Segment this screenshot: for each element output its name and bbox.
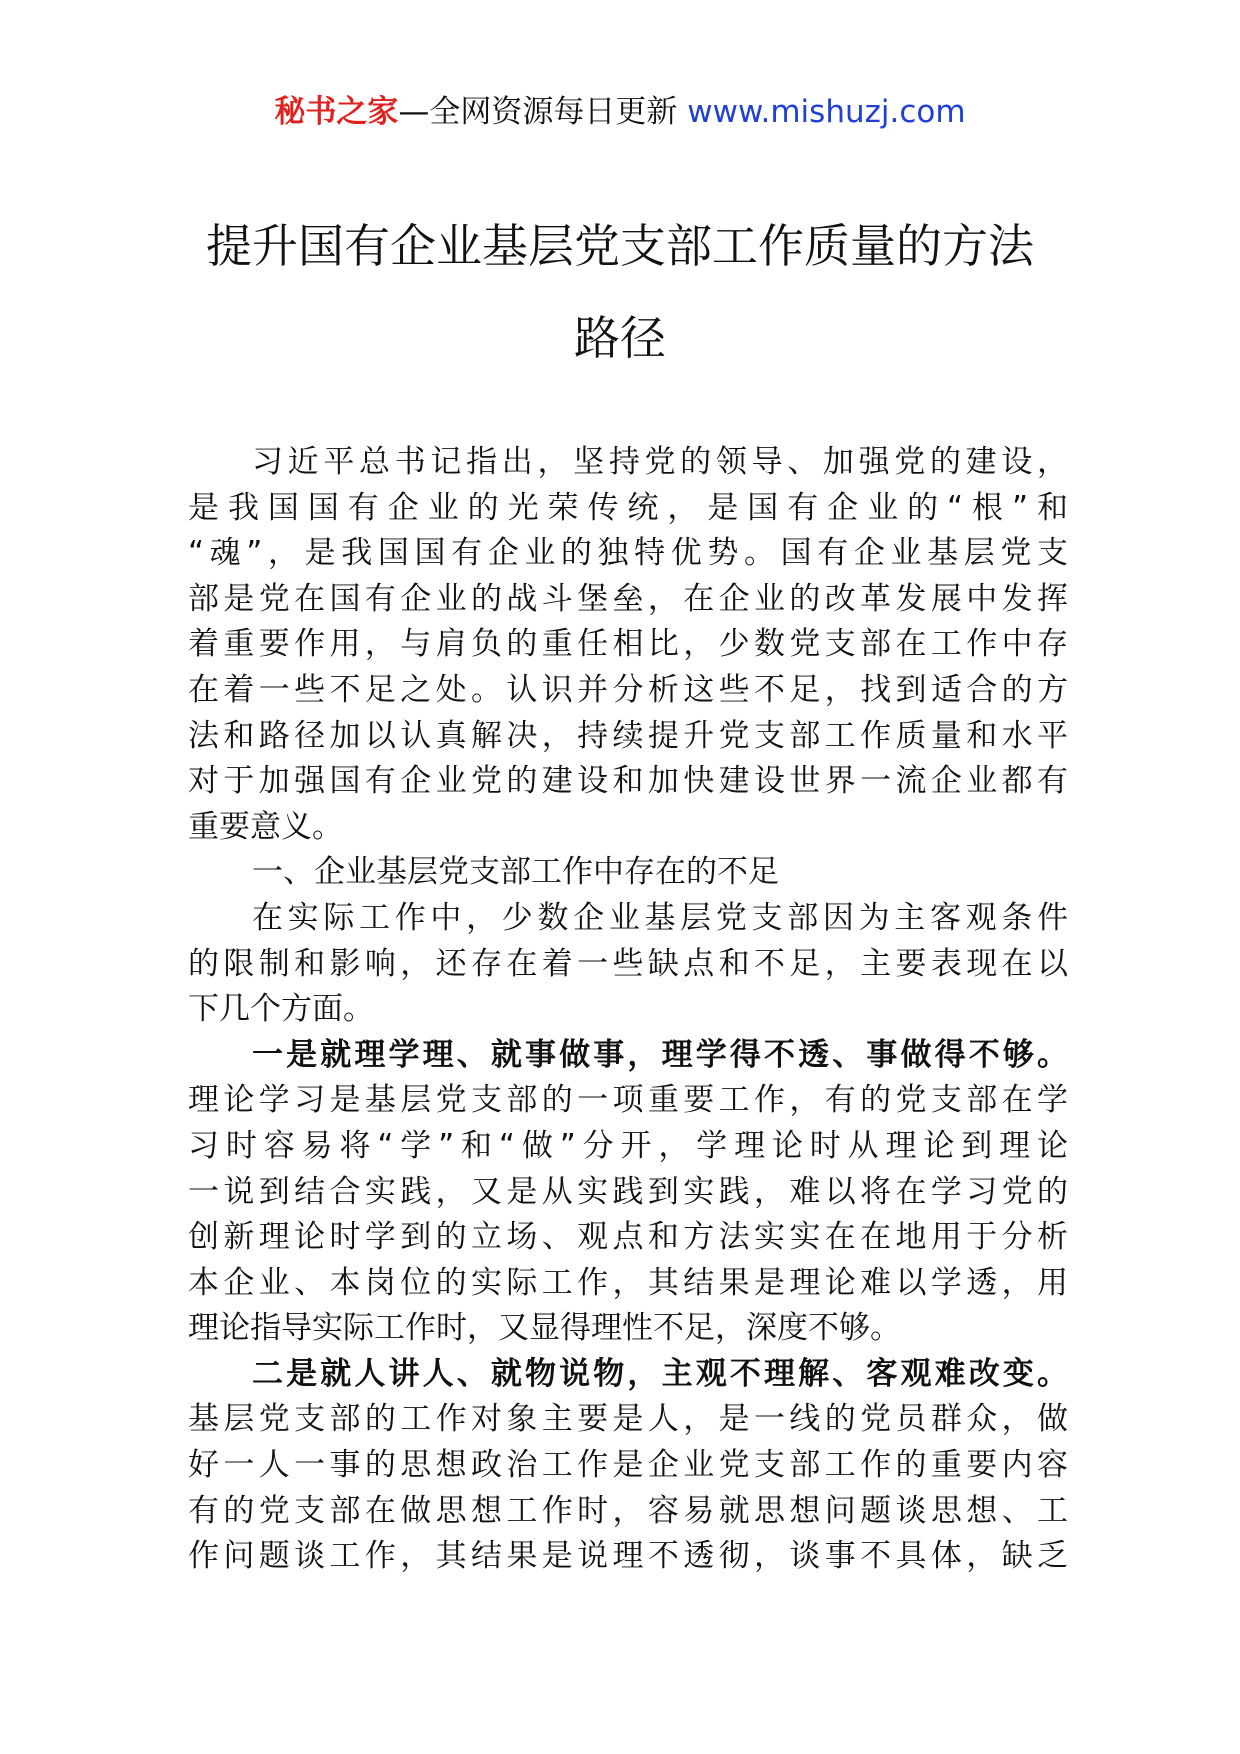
- brand-name: 秘书之家: [274, 94, 399, 130]
- site-header: [0, 92, 1240, 132]
- document-title: [150, 200, 1090, 384]
- body-line: 在实际工作中，少数企业基层党支部因为主客观条件: [252, 899, 1068, 936]
- body-line: 习近平总书记指出，坚持党的领导、加强党的建设，: [252, 444, 1068, 480]
- body-line: “魂”，是我国国有企业的独特优势。国有企业基层党支: [188, 535, 1068, 572]
- body-line: 着重要作用，与肩负的重任相比，少数党支部在工作中存: [188, 626, 1068, 663]
- title-line-2: 路径: [574, 311, 666, 365]
- body-line: 创新理论时学到的立场、观点和方法实实在在地用于分析: [188, 1219, 1068, 1256]
- body-line: 重要意义。: [188, 808, 343, 845]
- body-line: 是我国国有企业的光荣传统，是国有企业的“根”和: [188, 489, 1068, 526]
- body-line: 理论指导实际工作时，又显得理性不足，深度不够。: [188, 1310, 901, 1347]
- body-line: 作问题谈工作，其结果是说理不透彻，谈事不具体，缺乏: [188, 1538, 1068, 1575]
- body-line: 法和路径加以认真解决，持续提升党支部工作质量和水平: [188, 717, 1068, 754]
- body-line: 好一人一事的思想政治工作是企业党支部工作的重要内容: [188, 1447, 1068, 1484]
- body-line: 一说到结合实践，又是从实践到实践，难以将在学习党的: [188, 1173, 1068, 1210]
- body-line: 有的党支部在做思想工作时，容易就思想问题谈思想、工: [188, 1492, 1068, 1529]
- body-line: 一、企业基层党支部工作中存在的不足: [252, 854, 779, 891]
- document-body: [188, 440, 1068, 1580]
- title-line-1: 提升国有企业基层党支部工作质量的方法: [206, 219, 1034, 273]
- body-line: 下几个方面。: [188, 991, 374, 1028]
- body-line: 在着一些不足之处。认识并分析这些不足，找到适合的方: [188, 671, 1068, 708]
- body-line: 习时容易将“学”和“做”分开，学理论时从理论到理论: [188, 1127, 1068, 1164]
- header-tagline: —全网资源每日更新: [398, 94, 688, 130]
- body-line: 的限制和影响，还存在着一些缺点和不足，主要表现在以: [188, 945, 1068, 982]
- body-line: 本企业、本岗位的实际工作，其结果是理论难以学透，用: [188, 1264, 1068, 1301]
- body-line: 理论学习是基层党支部的一项重要工作，有的党支部在学: [188, 1082, 1068, 1119]
- body-line: 基层党支部的工作对象主要是人，是一线的党员群众，做: [188, 1401, 1068, 1438]
- body-line: 部是党在国有企业的战斗堡垒，在企业的改革发展中发挥: [188, 580, 1068, 617]
- body-line: 对于加强国有企业党的建设和加快建设世界一流企业都有: [188, 763, 1068, 800]
- site-url[interactable]: www.mishuzj.com: [687, 94, 966, 130]
- body-line: 二是就人讲人、就物说物，主观不理解、客观难改变。: [252, 1355, 1068, 1392]
- body-line: 一是就理学理、就事做事，理学得不透、事做得不够。: [252, 1036, 1068, 1073]
